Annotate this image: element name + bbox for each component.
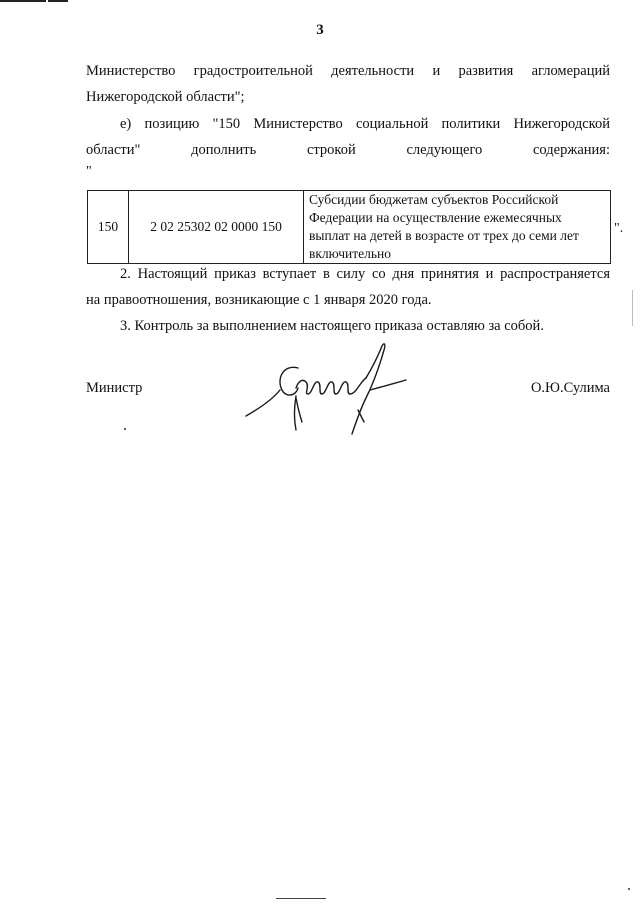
budget-code-table [87, 190, 611, 264]
paragraph-e-line1: е) позицию "150 Министерство социальной политики Нижегородской [120, 116, 610, 132]
paragraph-item-2 [86, 261, 610, 313]
closing-quote-mark: ". [614, 221, 624, 236]
paragraph-item-2-line2: на правоотношения, возникающие с 1 января 2020 года. [86, 292, 432, 308]
paragraph-item-2-line1: 2. Настоящий приказ вступает в силу со дня принятия и распространяется [120, 266, 610, 282]
top-edge-rule-secondary [48, 0, 68, 2]
table-cell-code: 2 02 25302 02 0000 150 [129, 191, 304, 264]
paragraph-ministry-line2: Нижегородской области"; [86, 89, 245, 105]
signer-position: Министр [86, 380, 143, 396]
open-quote-mark: " [86, 164, 92, 179]
paragraph-item-3-text: 3. Контроль за выполнением настоящего приказа оставляю за собой. [120, 318, 544, 334]
signer-name: О.Ю.Сулима [530, 380, 610, 396]
paragraph-ministry [86, 58, 610, 110]
table-row [88, 191, 611, 264]
top-edge-rule [0, 0, 46, 2]
stray-mark [628, 888, 630, 890]
bottom-edge-rule [276, 898, 326, 899]
handwritten-signature [240, 338, 415, 438]
page-number: 3 [316, 22, 324, 38]
paragraph-e-line2: области" дополнить строкой следующего содержания: [86, 142, 610, 158]
scan-edge-line [632, 290, 633, 326]
table-cell-number: 150 [88, 191, 129, 264]
paragraph-ministry-line1: Министерство градостроительной деятельности и развития агломераций [86, 63, 610, 79]
paragraph-item-3 [86, 313, 610, 339]
table-cell-description: Субсидии бюджетам субъектов Российской Федерации на осуществление ежемесячных выплат на детей в возрасте от трех до семи лет включительно [304, 191, 611, 264]
paragraph-e [86, 111, 610, 163]
stray-mark [124, 428, 126, 430]
